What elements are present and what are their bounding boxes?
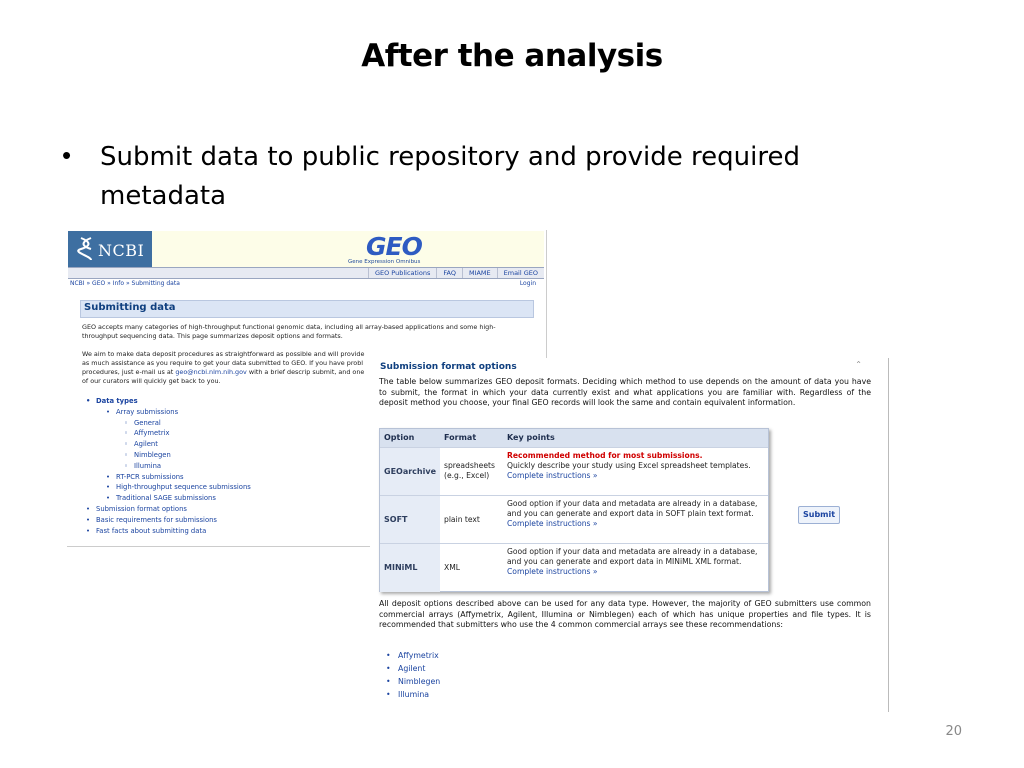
key-points-cell: [507, 451, 765, 481]
format-intro-paragraph: The table below summarizes GEO deposit formats. Deciding which method to use depends on the amount of data you have to submit, the format in which your data currently exist and what applications you are familiar with. Regardless of the deposit method you choose, your final GEO records will look the same and contain equivalent information.: [379, 377, 871, 407]
tree-array-submissions[interactable]: • Array submissions: [86, 407, 251, 418]
header-option: Option: [384, 433, 415, 442]
tree-sage[interactable]: • Traditional SAGE submissions: [86, 493, 251, 504]
array-recommendations-list: [384, 649, 440, 701]
option-cell: GEOarchive: [380, 448, 440, 496]
tree-general[interactable]: ◦ General: [86, 418, 251, 429]
complete-instructions-link[interactable]: Complete instructions »: [507, 471, 598, 480]
key-points-cell: [507, 499, 765, 529]
link-miame[interactable]: MIAME: [462, 268, 497, 278]
arrays-paragraph: All deposit options described above can be used for any data type. However, the majority of GEO submitters use common commercial arrays (Affymetrix, Agilent, Illumina or Nimblegen) each of which has unique properties and file types. It is recommended that submitters who use the 4 common commercial arrays see these recommendations:: [379, 599, 871, 629]
slide-title: After the analysis: [361, 38, 663, 74]
recommended-note: Recommended method for most submissions.: [507, 451, 703, 460]
list-item[interactable]: • Illumina: [384, 688, 440, 701]
assistance-paragraph: [82, 350, 368, 386]
assistance-text-b: with a brief descrip submit, and one of our curators will quickly get back to you.: [82, 368, 365, 385]
format-cell: XML: [444, 563, 460, 572]
table-row: [380, 543, 768, 592]
section-header: [80, 300, 534, 318]
tree-data-types[interactable]: • Data types: [86, 396, 251, 407]
option-cell: MINiML: [380, 544, 440, 592]
complete-instructions-link[interactable]: Complete instructions »: [507, 567, 598, 576]
table-header: [380, 429, 768, 447]
tree-affymetrix[interactable]: ◦ Affymetrix: [86, 428, 251, 439]
list-item[interactable]: • Affymetrix: [384, 649, 440, 662]
ncbi-helix-icon: [77, 236, 95, 262]
key-points-cell: [507, 547, 765, 577]
tree-illumina[interactable]: ◦ Illumina: [86, 461, 251, 472]
link-faq[interactable]: FAQ: [436, 268, 462, 278]
format-cell: plain text: [444, 515, 480, 524]
format-cell: spreadsheets (e.g., Excel): [444, 461, 495, 480]
top-links-bar: [68, 267, 544, 279]
table-row: [380, 495, 768, 544]
tree-format-options[interactable]: • Submission format options: [86, 504, 251, 515]
key-points-text: Good option if your data and metadata are already in a database, and you can generate and export data in MINiML XML format.: [507, 547, 758, 566]
link-geo-publications[interactable]: GEO Publications: [368, 268, 436, 278]
key-points-text: Good option if your data and metadata are already in a database, and you can generate and export data in SOFT plain text format.: [507, 499, 758, 518]
section-title: Submitting data: [84, 302, 176, 313]
geo-banner: [152, 231, 544, 267]
bullet-dot-icon: •: [62, 140, 72, 170]
format-options-title: Submission format options: [380, 362, 517, 372]
format-table: [379, 428, 769, 592]
tree-fast-facts[interactable]: • Fast facts about submitting data: [86, 526, 251, 537]
ncbi-logo[interactable]: [68, 231, 152, 267]
assistance-text-a: We aim to make data deposit procedures as straightforward as possible and will provide as much assistance as you require to get your data submitted to GEO. If you have probl procedures, just e-mail us at: [82, 350, 365, 376]
collapse-icon[interactable]: ⌃: [855, 360, 862, 369]
tree-agilent[interactable]: ◦ Agilent: [86, 439, 251, 450]
login-link[interactable]: Login: [519, 280, 536, 287]
option-cell: SOFT: [380, 496, 440, 544]
tree-hts[interactable]: • High-throughput sequence submissions: [86, 482, 251, 493]
page-number: 20: [945, 724, 962, 739]
data-types-tree: [86, 396, 251, 536]
header-key-points: Key points: [507, 433, 555, 442]
submit-button[interactable]: Submit: [798, 506, 840, 524]
tree-nimblegen[interactable]: ◦ Nimblegen: [86, 450, 251, 461]
tree-rtpcr[interactable]: • RT-PCR submissions: [86, 472, 251, 483]
key-points-text: Quickly describe your study using Excel spreadsheet templates.: [507, 461, 751, 470]
link-email-geo[interactable]: Email GEO: [497, 268, 544, 278]
submission-format-screenshot: [370, 358, 889, 712]
ncbi-logo-text: NCBI: [98, 241, 145, 260]
breadcrumb[interactable]: NCBI » GEO » Info » Submitting data: [70, 280, 180, 287]
header-format: Format: [444, 433, 477, 442]
list-item[interactable]: • Nimblegen: [384, 675, 440, 688]
email-link[interactable]: geo@ncbi.nlm.nih.gov: [175, 368, 247, 376]
bullet-text: Submit data to public repository and provide required metadata: [100, 142, 800, 211]
geo-tagline: Gene Expression Omnibus: [348, 259, 421, 265]
intro-paragraph: GEO accepts many categories of high-throughput functional genomic data, including all array-based applications and some high-throughput sequencing data. This page summarizes deposit options and formats.: [82, 323, 496, 340]
list-item[interactable]: • Agilent: [384, 662, 440, 675]
tree-basic-requirements[interactable]: • Basic requirements for submissions: [86, 515, 251, 526]
complete-instructions-link[interactable]: Complete instructions »: [507, 519, 598, 528]
table-row: [380, 447, 768, 496]
geo-logo[interactable]: GEO: [366, 232, 422, 261]
